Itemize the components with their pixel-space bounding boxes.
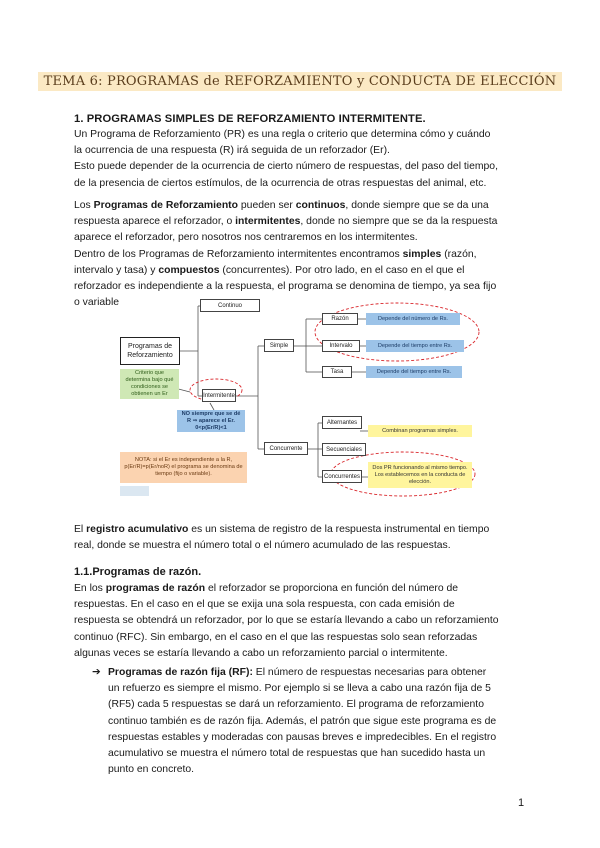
node-programas: Programas de Reforzamiento bbox=[120, 337, 180, 365]
node-intervalo-desc: Depende del tiempo entre Rs. bbox=[366, 340, 464, 352]
paragraph-intro bbox=[74, 127, 536, 192]
text-line: Dentro de los Programas de Reforzamiento intermitentes encontramos simples (razón, bbox=[74, 248, 477, 260]
text-line: o variable bbox=[74, 297, 120, 309]
text-line: punto en concreto. bbox=[108, 764, 195, 776]
node-razon: Razón bbox=[322, 313, 358, 325]
text-line: respuesta aparece el reforzador, o intermitentes, donde no siempre que se da la respuesta bbox=[74, 216, 498, 228]
node-no-siempre: NO siempre que se dé R ⇒ aparece el Er. 0<p(Er/R)<1 bbox=[177, 410, 245, 432]
arrow-icon: ➔ bbox=[92, 667, 101, 678]
subsection-heading: 1.1.Programas de razón. bbox=[74, 566, 202, 578]
text-line: Un Programa de Reforzamiento (PR) es una regla o criterio que determina cómo y cuándo bbox=[74, 129, 491, 140]
bullet-item bbox=[92, 665, 536, 778]
node-intermitente: Intermitente bbox=[202, 389, 236, 402]
text-line: de la presencia de ciertos estímulos, de la ocurrencia de otras respuestas del animal, etc. bbox=[74, 177, 487, 189]
node-secuenciales: Secuenciales bbox=[322, 443, 366, 456]
text-line: real, donde se muestra el número total o el número acumulado de las respuestas. bbox=[74, 540, 451, 552]
text-line: (RF5) cada 5 respuestas se dará un reforzamiento. El programa de reforzamiento bbox=[108, 699, 484, 711]
node-tasa: Tasa bbox=[322, 366, 352, 378]
text-line: Programas de razón fija (RF): El número de respuestas necesarias para obtener bbox=[108, 667, 487, 678]
paragraph-registro bbox=[74, 522, 536, 554]
paragraph-razon bbox=[74, 581, 536, 662]
node-intervalo: Intervalo bbox=[322, 340, 360, 352]
text-line: respuestas estables y moderadas con pausas breves e impredecibles. En el registro bbox=[108, 731, 497, 743]
node-concurrente: Concurrente bbox=[264, 442, 308, 455]
node-simple: Simple bbox=[264, 339, 294, 352]
text-line: El registro acumulativo es un sistema de registro de la respuesta instrumental en tiempo bbox=[74, 524, 490, 535]
highlight-ring bbox=[331, 452, 475, 496]
node-continuo: Continuo bbox=[200, 299, 260, 312]
text-line: Esto puede depender de la ocurrencia de cierto número de respuestas, del paso del tiempo, bbox=[74, 161, 498, 173]
text-line: Los Programas de Reforzamiento pueden ser continuos, donde siempre que se da una bbox=[74, 200, 489, 211]
node-combinan: Combinan programas simples. bbox=[368, 425, 472, 437]
text-line: reforzador es independiente a la respuesta, el programa se denomina de tiempo, ya sea fijo bbox=[74, 281, 497, 293]
node-criterio: Criterio que determina bajo qué condiciones se obtienen un Er bbox=[120, 369, 179, 399]
text-line: acumulativo se muestra el número total de respuestas que han sucedido hasta un bbox=[108, 748, 486, 760]
node-tasa-desc: Depende del tiempo entre Rs. bbox=[366, 366, 462, 378]
node-razon-desc: Depende del número de Rs. bbox=[366, 313, 460, 325]
section-heading: 1. PROGRAMAS SIMPLES DE REFORZAMIENTO INTERMITENTE. bbox=[74, 113, 426, 125]
text-line: respuestas. En el caso en el que se exija una sola respuesta, con cada emisión de bbox=[74, 599, 455, 611]
node-nota: NOTA: si el Er es independiente a la R, p(Er/R)=p(Er/noR) el programa se denomina de tiempo (fijo o variable). bbox=[120, 452, 247, 483]
text-line: aparece el reforzador, pero nosotros nos centraremos en los intermitentes. bbox=[74, 232, 418, 244]
text-line: respuesta se obtendrá un reforzador, por lo que se estaría llevando a cabo un reforzamiento bbox=[74, 615, 499, 627]
node-concurrentes: Concurrentes bbox=[322, 470, 362, 483]
text-line: intervalo y tasa) y compuestos (concurrentes). Por otro lado, en el caso en el que el bbox=[74, 264, 465, 276]
text-line: la ocurrencia de una respuesta (R) irá seguida de un reforzador (Er). bbox=[74, 145, 390, 157]
title-text: TEMA 6: PROGRAMAS de REFORZAMIENTO y CONDUCTA DE ELECCIÓN bbox=[38, 72, 563, 91]
text-line: continuo también es de razón fija. Además, el patrón que sigue este programa es de bbox=[108, 715, 497, 727]
text-line: algunas veces se estaría llevando a cabo un reforzamiento parcial o intermitente. bbox=[74, 647, 448, 659]
page-number: 1 bbox=[518, 797, 525, 809]
highlight-ring bbox=[315, 303, 479, 361]
node-dos-pr: Dos PR funcionando al mismo tiempo. Los establecemos en la conducta de elección. bbox=[368, 462, 472, 488]
placeholder-swatch bbox=[120, 486, 149, 496]
text-line: continuo (RFC). Sin embargo, en el caso en el que las respuestas solo sean reforzadas bbox=[74, 631, 478, 643]
page-title bbox=[0, 72, 600, 91]
paragraph-types bbox=[74, 198, 536, 311]
text-line: En los programas de razón el reforzador se proporciona en función del número de bbox=[74, 583, 459, 594]
text-line: un refuerzo es siempre el mismo. Por ejemplo si se lleva a cabo una razón fija de 5 bbox=[108, 683, 491, 695]
node-alternantes: Alternantes bbox=[322, 416, 362, 429]
highlight-ring bbox=[190, 379, 242, 401]
